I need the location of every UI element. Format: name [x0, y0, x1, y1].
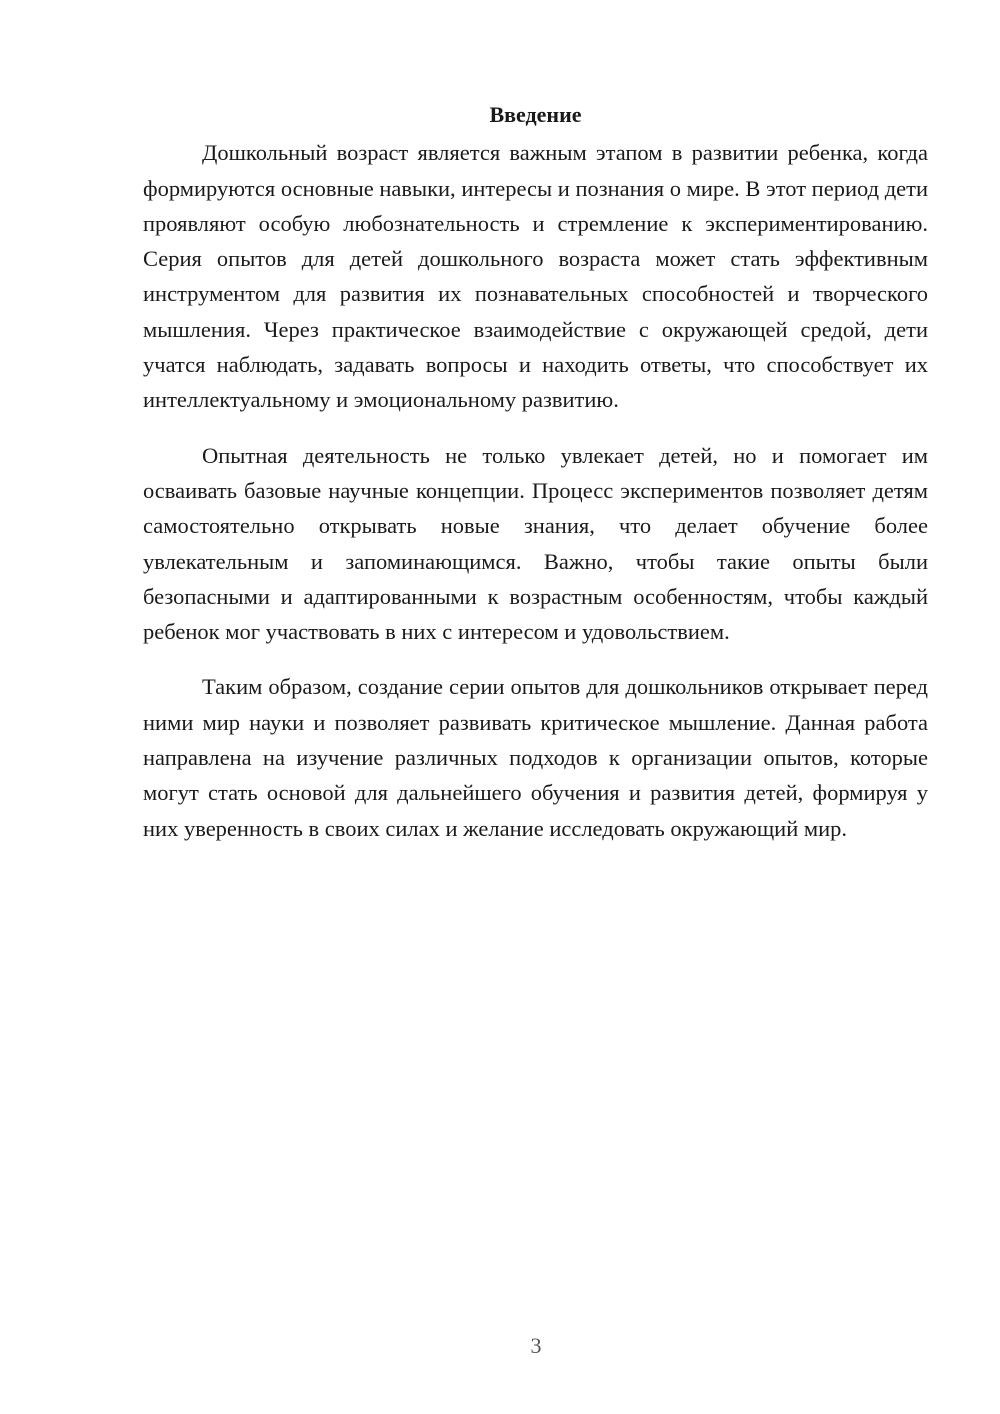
paragraph-1: Дошкольный возраст является важным этапом в развитии ребенка, когда формируются основные навыки, интересы и познания о мире. В этот период дети проявляют особую любознательность и стремление к экспериментированию. Серия опытов для детей дошкольного возраста может стать эффективным инструментом для развития их познавательных способностей и творческого мышления. Через практическое взаимодействие с окружающей средой, дети учатся наблюдать, задавать вопросы и находить ответы, что способствует их интеллектуальному и эмоциональному развитию.	[143, 140, 928, 413]
section-heading: Введение	[489, 102, 582, 127]
paragraph-3: Таким образом, создание серии опытов для дошкольников открывает перед ними мир науки и позволяет развивать критическое мышление. Данная работа направлена на изучение различных подходов к организации опытов, которые могут стать основой для дальнейшего обучения и развития детей, формируя у них уверенность в своих силах и желание исследовать окружающий мир.	[143, 674, 928, 841]
page-number: 3	[530, 1333, 542, 1358]
document-body	[143, 97, 928, 866]
paragraph-2: Опытная деятельность не только увлекает детей, но и помогает им осваивать базовые научные концепции. Процесс экспериментов позволяет детям самостоятельно открывать новые знания, что делает обучение более увлекательным и запоминающимся. Важно, чтобы такие опыты были безопасными и адаптированными к возрастным особенностям, чтобы каждый ребенок мог участвовать в них с интересом и удовольствием.	[143, 442, 928, 645]
